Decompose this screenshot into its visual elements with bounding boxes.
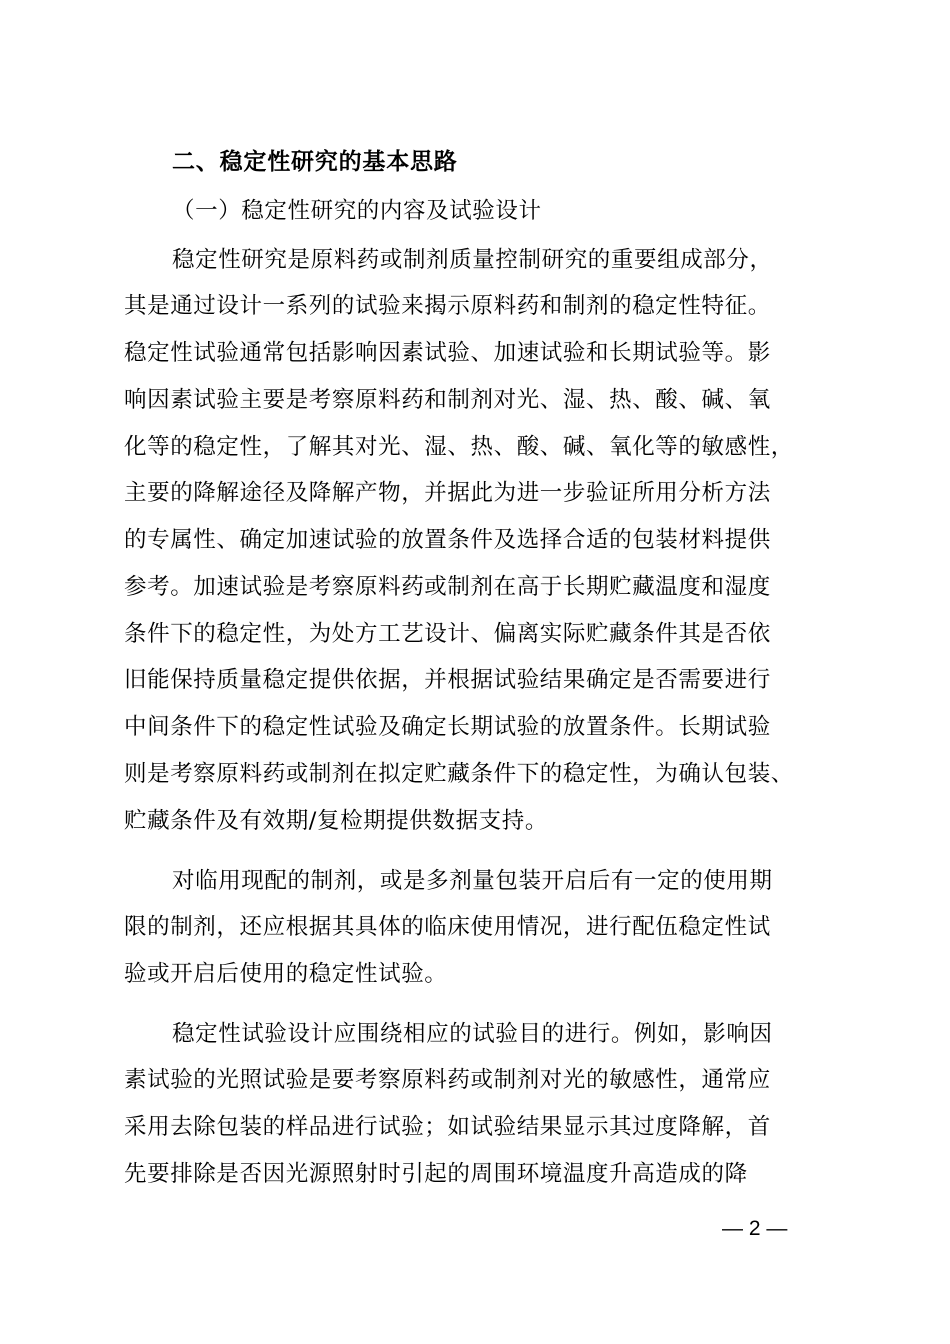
paragraph-line: 旧能保持质量稳定提供依据，并根据试验结果确定是否需要进行 <box>124 667 771 693</box>
paragraph-line: 限的制剂，还应根据其具体的临床使用情况，进行配伍稳定性试 <box>124 914 771 940</box>
paragraph-line: 的专属性、确定加速试验的放置条件及选择合适的包装材料提供 <box>124 527 771 553</box>
paragraph-line: 稳定性试验通常包括影响因素试验、加速试验和长期试验等。影 <box>124 340 771 366</box>
paragraph-line: 贮藏条件及有效期/复检期提供数据支持。 <box>124 808 548 834</box>
section-heading: 二、稳定性研究的基本思路 <box>172 149 458 175</box>
paragraph-line: 主要的降解途径及降解产物，并据此为进一步验证所用分析方法 <box>124 480 771 506</box>
paragraph-line: 素试验的光照试验是要考察原料药或制剂对光的敏感性，通常应 <box>124 1067 771 1093</box>
paragraph-line: 稳定性试验设计应围绕相应的试验目的进行。例如，影响因 <box>172 1021 773 1047</box>
paragraph-line: 验或开启后使用的稳定性试验。 <box>124 961 448 987</box>
subsection-heading: （一）稳定性研究的内容及试验设计 <box>172 198 542 224</box>
paragraph-line: 先要排除是否因光源照射时引起的周围环境温度升高造成的降 <box>124 1161 748 1187</box>
paragraph-line: 则是考察原料药或制剂在拟定贮藏条件下的稳定性，为确认包装、 <box>124 761 794 787</box>
paragraph-line: 响因素试验主要是考察原料药和制剂对光、湿、热、酸、碱、氧 <box>124 387 771 413</box>
paragraph-line: 中间条件下的稳定性试验及确定长期试验的放置条件。长期试验 <box>124 714 771 740</box>
page-number: — 2 — <box>722 1217 788 1240</box>
paragraph-line: 参考。加速试验是考察原料药或制剂在高于长期贮藏温度和湿度 <box>124 574 771 600</box>
paragraph-line: 化等的稳定性，了解其对光、湿、热、酸、碱、氧化等的敏感性， <box>124 434 794 460</box>
paragraph-line: 其是通过设计一系列的试验来揭示原料药和制剂的稳定性特征。 <box>124 293 771 319</box>
paragraph-line: 条件下的稳定性，为处方工艺设计、偏离实际贮藏条件其是否依 <box>124 621 771 647</box>
paragraph-line: 采用去除包装的样品进行试验；如试验结果显示其过度降解，首 <box>124 1114 771 1140</box>
paragraph-line: 稳定性研究是原料药或制剂质量控制研究的重要组成部分， <box>172 247 773 273</box>
paragraph-line: 对临用现配的制剂，或是多剂量包装开启后有一定的使用期 <box>172 868 773 894</box>
